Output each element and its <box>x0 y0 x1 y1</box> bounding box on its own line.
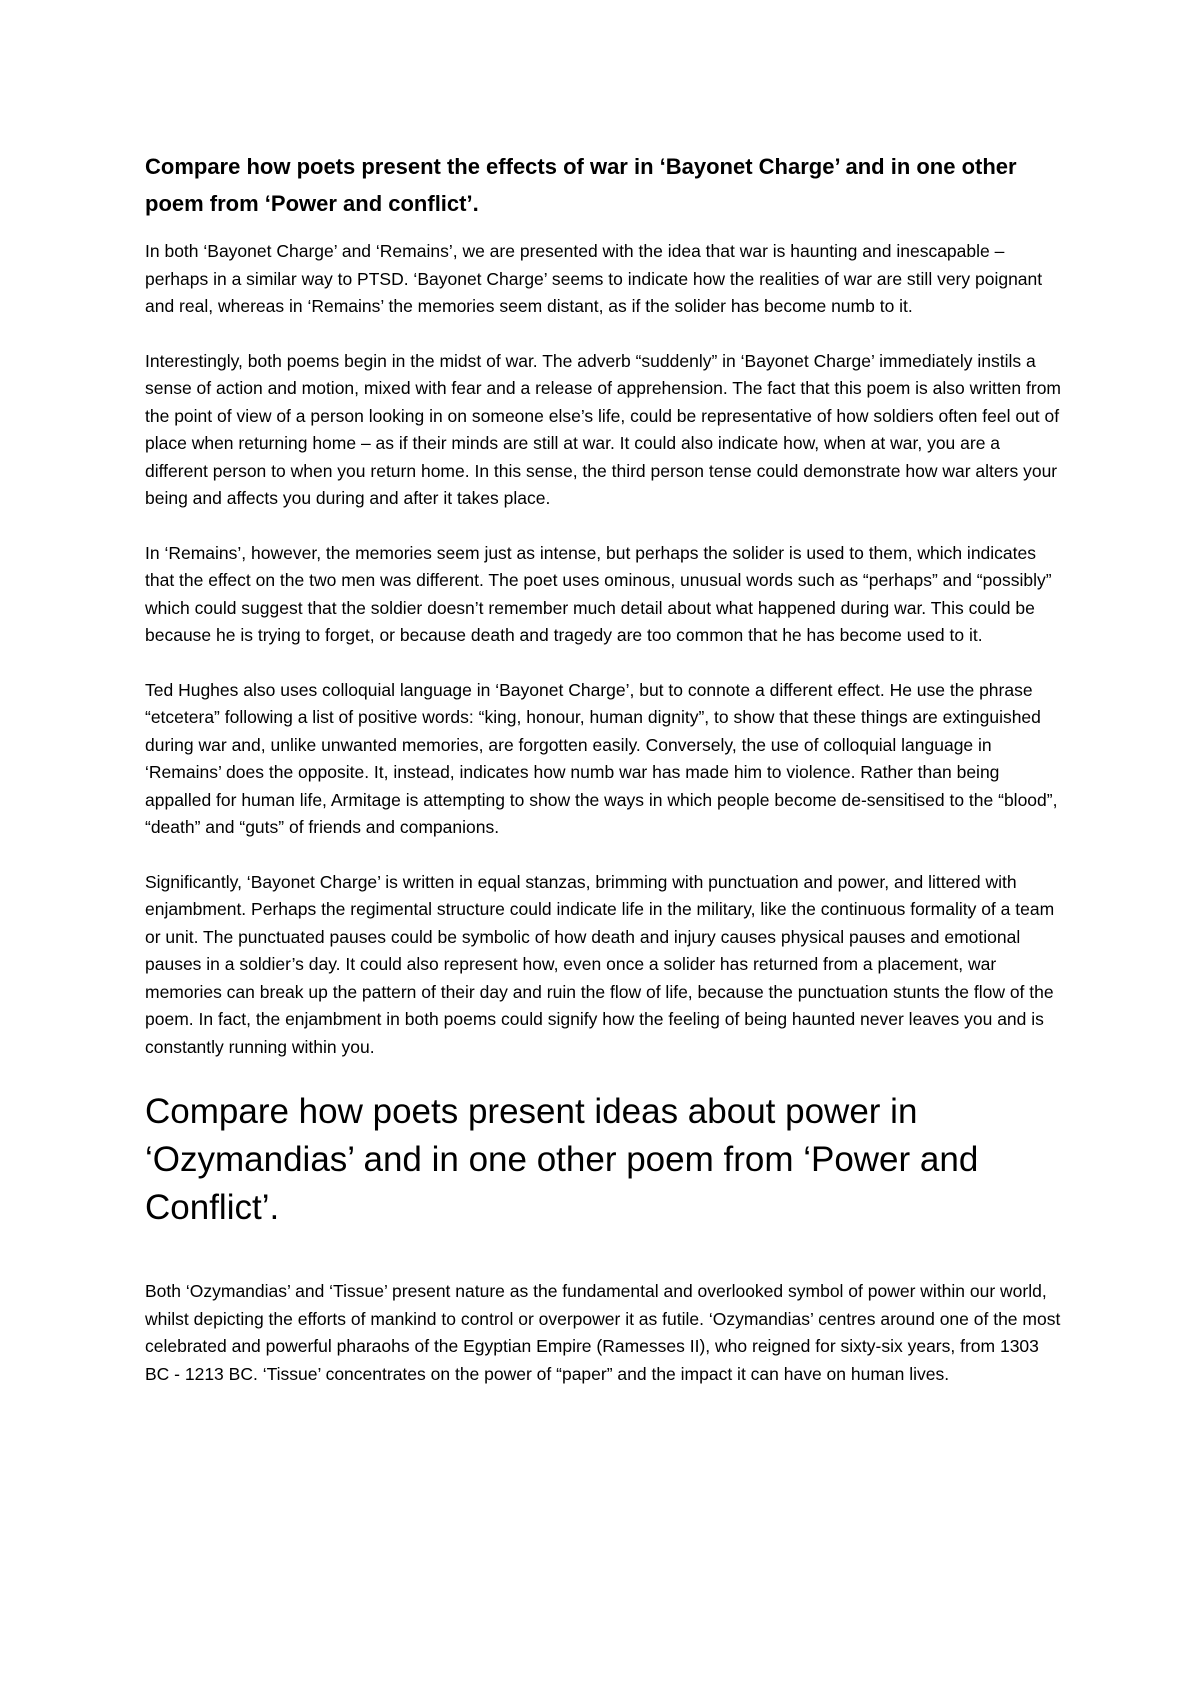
essay-1-paragraph-5: Significantly, ‘Bayonet Charge’ is written in equal stanzas, brimming with punctuation and power, and littered with enjambment. Perhaps the regimental structure could indicate life in the military, like the continuous formality of a team or unit. The punctuated pauses could be symbolic of how death and injury causes physical pauses and emotional pauses in a soldier’s day. It could also represent how, even once a solider has returned from a placement, war memories can break up the pattern of their day and ruin the flow of life, because the punctuation stunts the flow of the poem. In fact, the enjambment in both poems could signify how the feeling of being haunted never leaves you and is constantly running within you. <box>145 871 1055 1057</box>
essay-2-title: Compare how poets present ideas about power in ‘Ozymandias’ and in one other poem from ‘Power and Conflict’. <box>145 1092 979 1227</box>
essay-1-paragraph-2: Interestingly, both poems begin in the midst of war. The adverb “suddenly” in ‘Bayonet Charge’ immediately instils a sense of action and motion, mixed with fear and a release of apprehension. The fact that this poem is also written from the point of view of a person looking in on someone else’s life, could be representative of how soldiers often feel out of place when returning home – as if their minds are still at war. It could also indicate how, when at war, you are a different person to when you return home. In this sense, the third person tense could demonstrate how war alters your being and affects you during and after it takes place. <box>145 350 1062 508</box>
essay-1-paragraph-4: Ted Hughes also uses colloquial language in ‘Bayonet Charge’, but to connote a different effect. He use the phrase “etcetera” following a list of positive words: “king, honour, human dignity”, to show that these things are extinguished during war and, unlike unwanted memories, are forgotten easily. Conversely, the use of colloquial language in ‘Remains’ does the opposite. It, instead, indicates how numb war has made him to violence. Rather than being appalled for human life, Armitage is attempting to show the ways in which people become de-sensitised to the “blood”, “death” and “guts” of friends and companions. <box>145 679 1058 837</box>
essay-1-title: Compare how poets present the effects of war in ‘Bayonet Charge’ and in one other poem from ‘Power and conflict’. <box>145 154 1017 216</box>
document-body <box>145 148 1065 1415</box>
essay-1-paragraph-3: In ‘Remains’, however, the memories seem just as intense, but perhaps the solider is used to them, which indicates that the effect on the two men was different. The poet uses ominous, unusual words such as “perhaps” and “possibly” which could suggest that the soldier doesn’t remember much detail about what happened during war. This could be because he is trying to forget, or because death and tragedy are too common that he has become used to it. <box>145 542 1052 645</box>
essay-2-paragraph-1: Both ‘Ozymandias’ and ‘Tissue’ present nature as the fundamental and overlooked symbol of power within our world, whilst depicting the efforts of mankind to control or overpower it as futile. ‘Ozymandias’ centres around one of the most celebrated and powerful pharaohs of the Egyptian Empire (Ramesses II), who reigned for sixty-six years, from 1303 BC - 1213 BC. ‘Tissue’ concentrates on the power of “paper” and the impact it can have on human lives. <box>145 1281 1061 1384</box>
essay-1-paragraph-1: In both ‘Bayonet Charge’ and ‘Remains’, we are presented with the idea that war is haunting and inescapable – perhaps in a similar way to PTSD. ‘Bayonet Charge’ seems to indicate how the realities of war are still very poignant and real, whereas in ‘Remains’ the memories seem distant, as if the solider has become numb to it. <box>145 241 1043 316</box>
